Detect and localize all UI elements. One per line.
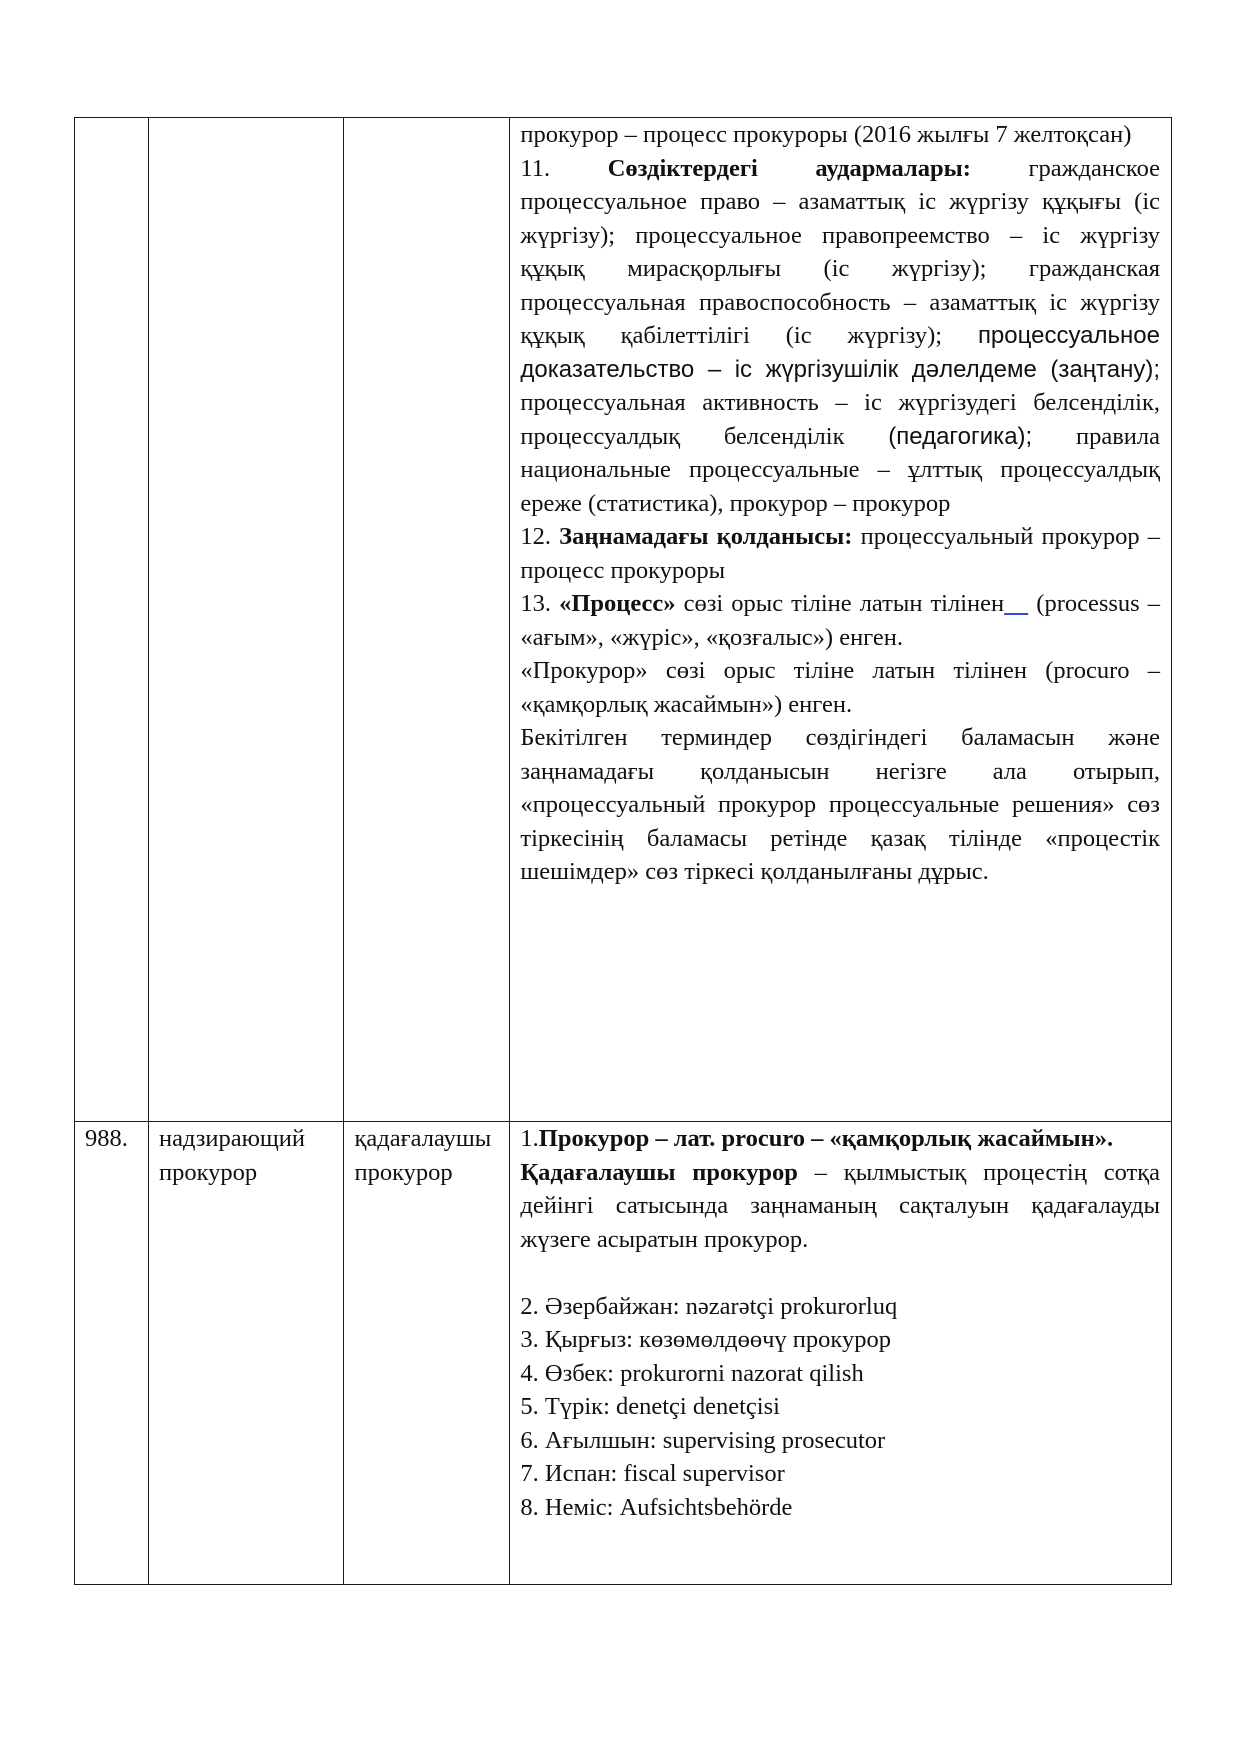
paragraph-11 — [520, 152, 1160, 521]
table-row — [75, 118, 1172, 1122]
translation-item: 2. Әзербайжан: nəzarətçi prokurorluq — [520, 1292, 898, 1320]
paragraph-number: 12. — [520, 523, 560, 550]
cell-russian-term — [148, 118, 344, 1122]
paragraph-heading: Прокурор – лат. procuro – «қамқорлық жасаймын». — [538, 1125, 1114, 1152]
translation-item: 7. Испан: fiscal supervisor — [520, 1460, 785, 1487]
paragraph-heading: Заңнамадағы қолданысы: — [559, 523, 853, 550]
paragraph-heading: Сөздіктердегі аудармалары: — [607, 154, 971, 182]
paragraph-text: сөзі орыс тіліне латын тілінен — [675, 590, 1005, 617]
paragraph-text: (педагогика); — [888, 422, 1033, 450]
terms-table — [74, 117, 1172, 1585]
translation-item: 6. Ағылшын: supervising prosecutor — [520, 1426, 886, 1454]
paragraph-prokuror-etymology: «Прокурор» сөзі орыс тіліне латын тілінен (procuro – «қамқорлық жасаймын») енген. — [520, 657, 1160, 718]
paragraph-number: 11. — [520, 154, 608, 182]
footnote-link[interactable] — [1004, 590, 1028, 617]
cell-kazakh-term — [344, 118, 510, 1122]
paragraph-heading: «Процесс» — [559, 590, 676, 617]
spacer — [520, 1256, 1160, 1290]
paragraph-text: процессуальное доказательство – іс жүргізушілік дәлелдеме (заңтану); — [520, 322, 1160, 383]
paragraph-text: правила национальные процессуальные – ұлттық процессуалдық ереже (статистика), прокурор – прокурор — [520, 422, 1160, 517]
paragraph-text: (processus – «ағым», «жүріс», «қозғалыс») енген. — [520, 590, 1161, 651]
paragraph-number: 13. — [520, 590, 560, 617]
table-row — [75, 1122, 1172, 1585]
continuation-text: прокурор – процесс прокуроры (2016 жылғы 7 желтоқсан) — [520, 121, 1132, 148]
cell-kazakh-term: қадағалаушы прокурор — [344, 1122, 510, 1585]
paragraph-text: – қылмыстық процестің сотқа дейінгі сатысында заңнаманың сақталуын қадағалауды жүзеге асыратын прокурор. — [520, 1158, 1160, 1253]
paragraph-text: процессуальный прокурор – процесс прокуроры — [520, 523, 1161, 584]
cell-number — [75, 118, 149, 1122]
cell-number: 988. — [75, 1122, 149, 1585]
paragraph-13 — [520, 587, 1160, 654]
paragraph-1 — [520, 1122, 1160, 1156]
translation-item: 8. Неміс: Aufsichtsbehörde — [520, 1493, 793, 1521]
translation-item: 5. Түрік: denetçi denetçisi — [520, 1393, 780, 1420]
paragraph-12 — [520, 520, 1160, 587]
term-heading: Қадағалаушы прокурор — [520, 1158, 798, 1186]
paragraph-text: гражданское процессуальное право – азаматтық іс жүргізу құқығы (іс жүргізу); процессуальное правопреемство – іс жүргізу құқық мирасқорлығы (іс жүргізу); гражданская процессуальная правоспособность – азаматтық іс жүргізу құқық қабілеттілігі (іс жүргізу); — [520, 154, 1160, 349]
translation-item: 3. Қырғыз: көзөмөлдөөчү прокурор — [520, 1326, 891, 1353]
cell-description — [510, 118, 1172, 1122]
cell-description — [510, 1122, 1172, 1585]
cell-russian-term: надзирающий прокурор — [148, 1122, 344, 1585]
paragraph-number: 1. — [520, 1125, 539, 1152]
translation-item: 4. Өзбек: prokurorni nazorat qilish — [520, 1359, 864, 1387]
paragraph-text: процессуальная активность – іс жүргізудегі белсенділік, процессуалдық белсенділік — [520, 389, 1160, 450]
paragraph-conclusion: Бекітілген терминдер сөздігіндегі баламасын және заңнамадағы қолданысын негізге ала отырып, «процессуальный прокурор процессуальные решения» сөз тіркесінің баламасы ретінде қазақ тілінде «процестік шешімдер» сөз тіркесі қолданылғаны дұрыс. — [520, 724, 1160, 885]
paragraph-definition — [520, 1156, 1160, 1257]
